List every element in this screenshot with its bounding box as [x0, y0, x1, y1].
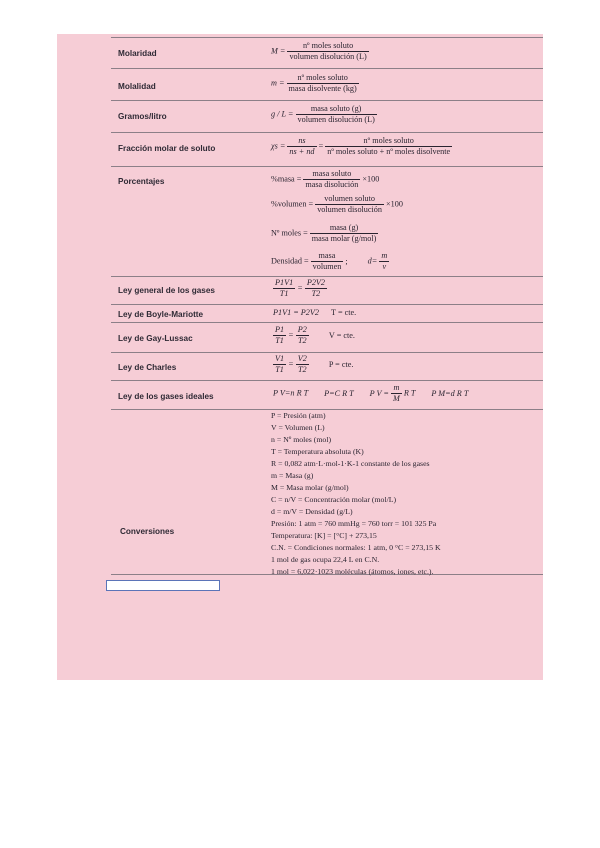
label-boyle-mariotte: Ley de Boyle-Mariotte: [118, 310, 204, 319]
rule-line: [111, 409, 543, 410]
formula-densidad: Densidad = $\frac{\text{masa}}{\text{volumen}}$ ; d= $\frac{m}{v}$: [271, 251, 388, 272]
rule-line: [111, 68, 543, 69]
formula-molalidad: m = $\frac{\text{nº moles soluto}}{\text{masa disolvente (kg)}}$: [271, 73, 357, 94]
formula-ley-general: $\frac{P1V1}{T1}$ = $\frac{P2V2}{T2}$: [275, 278, 326, 299]
definition-line: M = Masa molar (g/mol): [271, 483, 349, 492]
formula-boyle-mariotte: P1V1 = P2V2 T = cte.: [273, 308, 357, 317]
label-conversiones: Conversiones: [120, 527, 175, 536]
formula-fraccion-molar: χs = $\frac{ns}{ns + nd}$ = $\frac{\text{nº moles soluto}}{\text{nº moles soluto + nº moles disolvente}}$: [271, 136, 451, 157]
rule-line: [111, 352, 543, 353]
label-ley-general: Ley general de los gases: [118, 286, 215, 295]
formula-molaridad: M = $\frac{\text{nº moles soluto}}{\text{volumen disolución (L)}}$: [271, 41, 367, 62]
rule-line: [111, 166, 543, 167]
label-gramos-litro: Gramos/litro: [118, 112, 167, 121]
formula-gases-ideales: P V=n R T P=C R T P V = $\frac{m}{M}$ R T P M=d R T: [273, 383, 469, 404]
label-fraccion-molar: Fracción molar de soluto: [118, 144, 216, 153]
formula-porcentaje-masa: %masa = $\frac{\text{masa soluto}}{\text{masa disolución}}$ ×100: [271, 169, 380, 190]
label-molalidad: Molalidad: [118, 82, 156, 91]
formula-gay-lussac: $\frac{P1}{T1}$ = $\frac{P2}{T2}$ V = cte.: [275, 325, 355, 346]
definition-line: V = Volumen (L): [271, 423, 325, 432]
label-charles: Ley de Charles: [118, 363, 177, 372]
formula-sheet: [57, 34, 543, 680]
definition-line: m = Masa (g): [271, 471, 314, 480]
definition-line: n = Nº moles (mol): [271, 435, 332, 444]
rule-line: [111, 380, 543, 381]
label-molaridad: Molaridad: [118, 49, 157, 58]
rule-line: [111, 100, 543, 101]
definition-line: R = 0,082 atm·L·mol-1·K-1 constante de los gases: [271, 459, 430, 468]
conversion-line: 1 mol de gas ocupa 22,4 L en C.N.: [271, 555, 380, 564]
conversion-line: C.N. = Condiciones normales: 1 atm, 0 °C = 273,15 K: [271, 543, 441, 552]
conversion-line: Presión: 1 atm = 760 mmHg = 760 torr = 101 325 Pa: [271, 519, 437, 528]
rule-line: [111, 276, 543, 277]
definition-line: P = Presión (atm): [271, 411, 326, 420]
label-porcentajes: Porcentajes: [118, 177, 165, 186]
rule-line: [111, 304, 543, 305]
label-gay-lussac: Ley de Gay-Lussac: [118, 334, 193, 343]
formula-porcentaje-volumen: %volumen = $\frac{\text{volumen soluto}}{\text{volumen disolución}}$ ×100: [271, 194, 403, 215]
formula-numero-moles: Nº moles = $\frac{\text{masa (g)}}{\text{masa molar (g/mol)}}$: [271, 223, 377, 244]
label-gases-ideales: Ley de los gases ideales: [118, 392, 214, 401]
definition-line: d = m/V = Densidad (g/L): [271, 507, 353, 516]
rule-line: [111, 132, 543, 133]
definition-line: C = n/V = Concentración molar (mol/L): [271, 495, 397, 504]
formula-gramos-litro: g / L = $\frac{\text{masa soluto (g)}}{\text{volumen disolución (L)}}$: [271, 104, 375, 125]
white-pen-strip: [106, 580, 220, 591]
definition-line: T = Temperatura absoluta (K): [271, 447, 364, 456]
conversion-line: 1 mol = 6,022·1023 moléculas (átomos, iones, etc.).: [271, 567, 434, 576]
formula-charles: $\frac{V1}{T1}$ = $\frac{V2}{T2}$ P = cte.: [275, 354, 354, 375]
conversion-line: Temperatura: [K] = [°C] + 273,15: [271, 531, 377, 540]
rule-line: [111, 322, 543, 323]
rule-line: [111, 37, 543, 38]
